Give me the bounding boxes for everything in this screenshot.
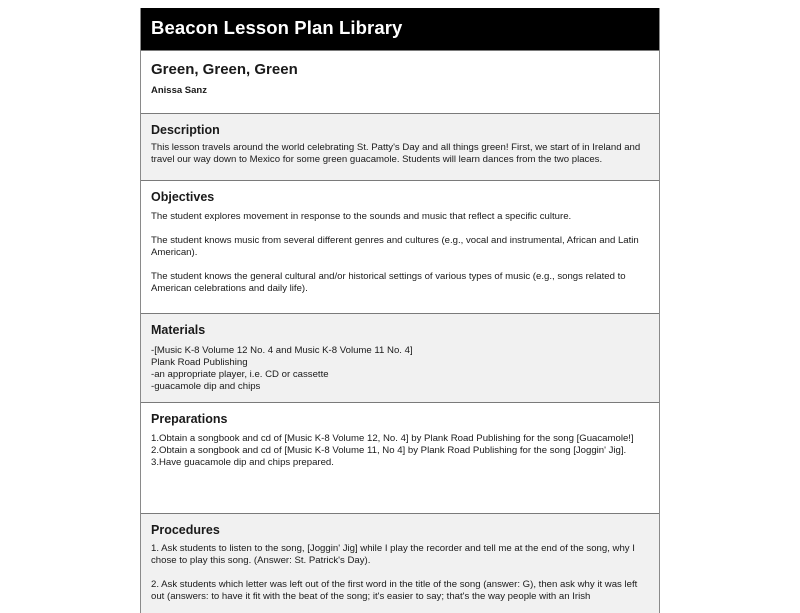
site-title: Beacon Lesson Plan Library — [151, 17, 403, 38]
preparation-item: 2.Obtain a songbook and cd of [Music K-8 Volume 11, No 4] by Plank Road Publishing for the song [Joggin' Jig]. — [151, 445, 627, 456]
preparations-heading: Preparations — [151, 412, 228, 426]
objectives-section — [141, 180, 659, 313]
material-item: -[Music K-8 Volume 12 No. 4 and Music K-8 Volume 11 No. 4] — [151, 345, 413, 356]
preparations-section — [141, 402, 659, 513]
description-section — [141, 113, 659, 180]
procedure-step: 2. Ask students which letter was left out of the first word in the title of the song (answer: G), then ask why it was left out (answers: to have it fit with the beat of the song; it's easier to say; that's the way people with an Irish — [151, 579, 638, 602]
materials-section — [141, 313, 659, 402]
materials-list — [151, 345, 649, 393]
procedure-step: 1. Ask students to listen to the song, [Joggin' Jig] while I play the recorder and tell me at the end of the song, why I chose to play this song. (Answer: St. Patrick's Day). — [151, 543, 635, 566]
objectives-heading: Objectives — [151, 190, 215, 204]
material-item: -guacamole dip and chips — [151, 381, 261, 392]
materials-heading: Materials — [151, 323, 206, 337]
procedures-section — [141, 513, 659, 613]
lesson-title: Green, Green, Green — [151, 61, 298, 78]
procedures-list — [151, 543, 649, 603]
site-banner — [141, 8, 659, 50]
description-text: This lesson travels around the world celebrating St. Patty's Day and all things green! First, we start of in Ireland and travel our way down to Mexico for some green guacamole. Students will learn dances from the two places. — [151, 142, 641, 165]
description-heading: Description — [151, 123, 220, 137]
objective-item: The student knows the general cultural and/or historical settings of various types of music (e.g., songs related to American celebrations and daily life). — [151, 271, 626, 294]
preparation-item: 1.Obtain a songbook and cd of [Music K-8 Volume 12, No. 4] by Plank Road Publishing for the song [Guacamole!] — [151, 433, 634, 444]
objective-item: The student explores movement in response to the sounds and music that reflect a specific culture. — [151, 211, 572, 222]
lesson-author: Anissa Sanz — [151, 85, 207, 96]
lesson-plan-page — [140, 8, 660, 613]
material-item: -an appropriate player, i.e. CD or cassette — [151, 369, 329, 380]
preparations-list — [151, 433, 649, 469]
preparation-item: 3.Have guacamole dip and chips prepared. — [151, 457, 334, 468]
lesson-header — [141, 50, 659, 113]
procedures-heading: Procedures — [151, 523, 220, 537]
material-item: Plank Road Publishing — [151, 357, 248, 368]
objectives-list — [151, 211, 649, 295]
objective-item: The student knows music from several different genres and cultures (e.g., vocal and instrumental, African and Latin American). — [151, 235, 639, 258]
